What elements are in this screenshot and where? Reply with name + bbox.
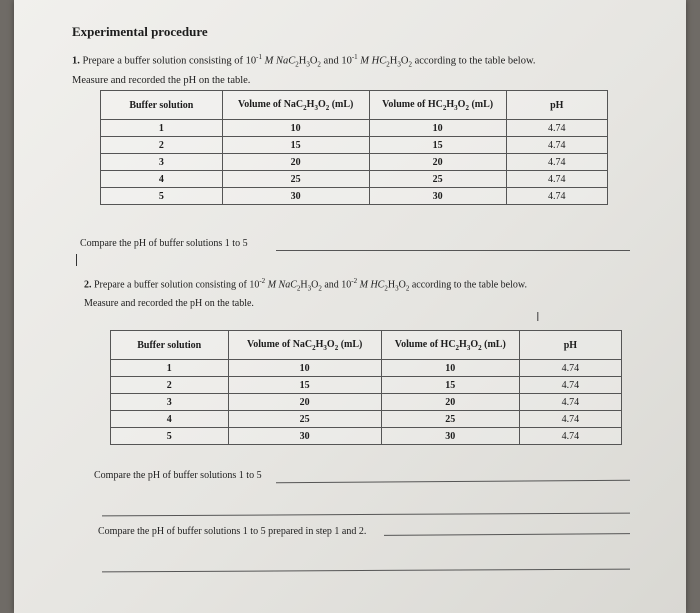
sub: 2 [384, 284, 388, 293]
buffer-table-1 [100, 90, 608, 205]
buffer-table-2 [110, 330, 622, 445]
step1-line2: Measure and recorded the pH on the table. [72, 74, 251, 86]
unit: (mL) [338, 338, 363, 350]
sub: 3 [314, 103, 318, 112]
cell-buffer: 4 [111, 411, 229, 428]
step2-line2: Measure and recorded the pH on the table. [84, 298, 254, 310]
header-label: Volume of NaC [246, 338, 313, 350]
cell-ph[interactable]: 4.74 [506, 154, 607, 171]
worksheet-page [14, 0, 686, 613]
formula-h: H [459, 338, 467, 350]
cell-vol-hc: 10 [381, 360, 519, 377]
cell-ph[interactable]: 4.74 [519, 428, 621, 445]
formula-h: H [306, 98, 315, 110]
sub: 2 [303, 103, 307, 112]
cell-buffer: 2 [101, 137, 223, 154]
ibeam-cursor-icon: I [536, 310, 540, 324]
cell-vol-hc: 10 [369, 120, 506, 137]
page-heading: Experimental procedure [72, 24, 208, 39]
formula-o: O [470, 338, 479, 350]
table-row [101, 137, 608, 154]
exp: -2 [351, 277, 358, 285]
formula-o: O [309, 55, 318, 67]
unit: (mL) [468, 98, 494, 110]
conc-label: M HC [357, 55, 387, 67]
cell-ph[interactable]: 4.74 [506, 171, 607, 188]
col-ph [519, 331, 621, 360]
step2-number: 2. [84, 279, 92, 291]
sub: 2 [386, 60, 390, 69]
step1-instructions [72, 50, 632, 88]
cell-ph[interactable]: 4.74 [506, 120, 607, 137]
cell-vol-na: 15 [228, 377, 381, 394]
cell-ph[interactable]: 4.74 [506, 188, 607, 205]
sub: 2 [318, 284, 322, 293]
cell-vol-na: 15 [222, 137, 369, 154]
cell-buffer: 4 [101, 171, 223, 188]
col-buffer [101, 91, 223, 120]
step2-instructions [84, 274, 644, 311]
cell-vol-na: 30 [222, 188, 369, 205]
conc-label: M NaC [265, 279, 297, 291]
cell-vol-na: 30 [228, 428, 381, 445]
sub: 2 [405, 284, 410, 293]
cell-vol-hc: 15 [381, 377, 519, 394]
sub: 2 [408, 60, 412, 69]
step2-text: Prepare a buffer solution consisting of 10 [94, 279, 260, 291]
sub: 2 [295, 60, 299, 69]
exp: -2 [259, 277, 266, 285]
sub: 3 [397, 60, 401, 69]
col-vol-hc [369, 91, 506, 120]
cell-vol-hc: 25 [381, 411, 519, 428]
formula-o: O [326, 338, 335, 350]
compare-prompt-3: Compare the pH of buffer solutions 1 to 5 prepared in step 1 and 2. [98, 526, 367, 537]
table-row [111, 360, 622, 377]
cell-buffer: 1 [101, 120, 223, 137]
compare-prompt-2: Compare the pH of buffer solutions 1 to 5 [94, 470, 262, 481]
col-ph [506, 91, 607, 120]
cell-buffer: 3 [101, 154, 223, 171]
formula-o: O [317, 98, 326, 110]
header-label: Buffer solution [129, 99, 194, 111]
cell-vol-hc: 15 [369, 137, 506, 154]
sub: 2 [478, 343, 482, 352]
sub: 2 [317, 60, 321, 69]
answer-line-2[interactable] [276, 480, 630, 483]
text-cursor [76, 254, 77, 266]
table-row [101, 120, 608, 137]
sub: 3 [454, 103, 458, 112]
exp: -1 [351, 53, 358, 61]
cell-vol-na: 25 [228, 411, 381, 428]
header-label: pH [550, 99, 564, 111]
header-label: pH [563, 339, 578, 351]
cell-vol-na: 10 [228, 360, 381, 377]
cell-ph[interactable]: 4.74 [519, 394, 621, 411]
formula-o: O [398, 279, 406, 291]
sub: 2 [312, 343, 316, 352]
cell-ph[interactable]: 4.74 [519, 411, 621, 428]
sub: 2 [442, 103, 447, 112]
sub: 2 [455, 343, 460, 352]
step2-text: and 10 [321, 279, 352, 291]
sub: 3 [466, 343, 471, 352]
header-label: Volume of NaC [237, 98, 304, 110]
header-label: Volume of HC [394, 338, 456, 350]
answer-line-3[interactable] [102, 513, 630, 517]
table-row [111, 411, 622, 428]
cell-vol-hc: 30 [369, 188, 506, 205]
formula-o: O [457, 98, 466, 110]
cell-vol-hc: 30 [381, 428, 519, 445]
sub: 3 [307, 284, 312, 293]
formula-h: H [298, 55, 307, 67]
exp: -1 [256, 53, 262, 61]
col-vol-hc [381, 331, 519, 360]
cell-buffer: 5 [101, 188, 223, 205]
unit: (mL) [329, 98, 354, 110]
sub: 3 [306, 60, 310, 69]
sub: 2 [325, 103, 330, 112]
sub: 3 [395, 284, 399, 293]
formula-h: H [389, 55, 398, 67]
table-row [101, 154, 608, 171]
cell-vol-hc: 25 [369, 171, 506, 188]
unit: (mL) [481, 338, 506, 350]
formula-h: H [300, 279, 308, 291]
cell-vol-na: 10 [222, 120, 369, 137]
cell-buffer: 3 [111, 394, 229, 411]
step1-number: 1. [72, 55, 80, 67]
table-row [111, 394, 622, 411]
col-buffer [111, 331, 229, 360]
cell-buffer: 1 [111, 360, 229, 377]
step1-text: according to the table below. [411, 55, 536, 67]
cell-ph[interactable]: 4.74 [519, 377, 621, 394]
answer-line-1[interactable] [276, 250, 630, 251]
table-row [111, 428, 622, 445]
answer-line-4[interactable] [384, 533, 630, 536]
table-row [111, 377, 622, 394]
conc-label: M NaC [261, 55, 296, 67]
step1-text: Prepare a buffer solution consisting of 10 [82, 55, 257, 67]
sub: 2 [296, 284, 301, 293]
formula-h: H [387, 279, 396, 291]
cell-buffer: 5 [111, 428, 229, 445]
table-row [101, 171, 608, 188]
sub: 2 [465, 103, 469, 112]
col-vol-na [228, 331, 381, 360]
conc-label: M HC [357, 279, 385, 291]
step2-text: according to the table below. [409, 279, 527, 291]
cell-vol-na: 20 [222, 154, 369, 171]
sub: 2 [334, 343, 339, 352]
step1-text: and 10 [320, 55, 352, 67]
formula-o: O [311, 279, 319, 291]
formula-h: H [446, 98, 455, 110]
formula-h: H [315, 338, 324, 350]
cell-vol-na: 20 [228, 394, 381, 411]
cell-vol-na: 25 [222, 171, 369, 188]
table-row [101, 188, 608, 205]
sub: 3 [323, 343, 327, 352]
cell-vol-hc: 20 [369, 154, 506, 171]
cell-ph[interactable]: 4.74 [519, 360, 621, 377]
cell-buffer: 2 [111, 377, 229, 394]
formula-o: O [400, 55, 409, 67]
header-label: Volume of HC [382, 98, 443, 110]
cell-ph[interactable]: 4.74 [506, 137, 607, 154]
cell-vol-hc: 20 [381, 394, 519, 411]
compare-prompt-1: Compare the pH of buffer solutions 1 to 5 [80, 238, 248, 249]
col-vol-na [222, 91, 369, 120]
answer-line-5[interactable] [102, 569, 630, 573]
header-label: Buffer solution [137, 339, 202, 351]
